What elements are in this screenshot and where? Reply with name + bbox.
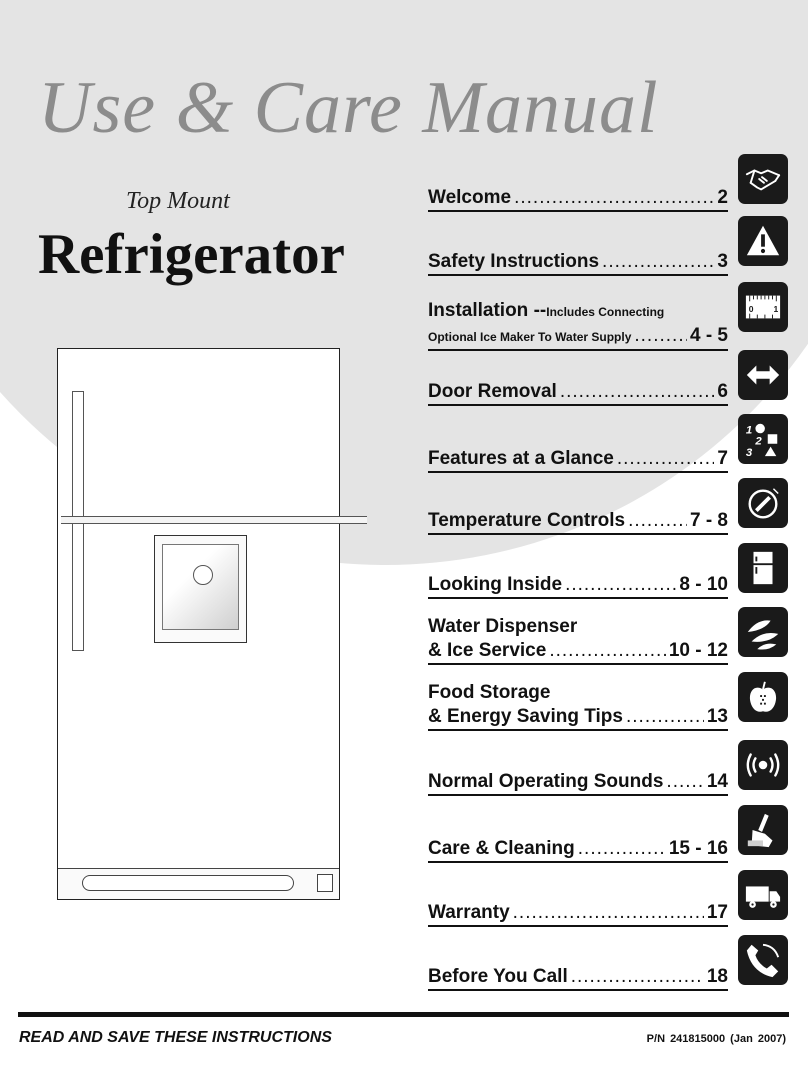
freezer-divider [61,516,367,524]
warning-icon [738,216,788,266]
dot-leader [628,509,687,533]
toc-door-removal[interactable] [428,380,728,406]
toc-title-line2: Optional Ice Maker To Water Supply [428,330,632,344]
toc-page: 7 [717,448,728,469]
dot-leader [571,965,704,989]
handshake-icon [738,154,788,204]
toc-page: 8 - 10 [679,574,728,595]
dot-leader [626,705,704,729]
toc-title: Food Storage [428,682,551,703]
toc-warranty[interactable] [428,901,728,927]
toc-welcome[interactable] [428,186,728,212]
ruler-label-left: 0 [748,303,754,314]
svg-text:1: 1 [745,424,753,437]
dot-leader [513,901,704,925]
dot-leader [549,639,666,663]
toc-title: Looking Inside [428,574,563,595]
toc-page: 15 - 16 [668,838,728,859]
dot-leader [560,380,715,404]
ruler-icon [738,282,788,332]
ice-icon [738,607,788,657]
toc-title: Features at a Glance [428,448,614,469]
product-subtitle: Top Mount [126,188,230,214]
toc-title: Normal Operating Sounds [428,771,664,792]
shapes-icon [738,414,788,464]
phone-icon [738,935,788,985]
toc-title: Before You Call [428,966,568,987]
toc-page: 17 [706,902,728,923]
toc-page: 13 [706,706,728,727]
toc-title: Installation -- [428,300,547,321]
grille-vent [317,874,333,892]
toc-title-line2: & Ice Service [428,640,547,661]
apple-icon [738,672,788,722]
truck-icon [738,870,788,920]
toe-grille [82,875,294,891]
toc-title: Warranty [428,902,510,923]
cleaning-icon [738,805,788,855]
toc-title-note: Includes Connecting [546,305,665,319]
toc-food-storage[interactable] [428,681,728,731]
bottom-rule [18,1012,789,1017]
dispenser-paddle [193,565,213,585]
toc-title: Safety Instructions [428,251,600,272]
dot-leader [578,837,666,861]
svg-text:2: 2 [755,435,762,448]
toc-title: Care & Cleaning [428,838,575,859]
toc-care-cleaning[interactable] [428,837,728,863]
manual-title: Use & Care Manual [38,67,659,149]
toc-page: 10 - 12 [668,640,728,661]
toc-title: Door Removal [428,381,557,402]
svg-text:3: 3 [745,447,753,458]
toe-grille-area [58,868,339,899]
toc-title: Water Dispenser [428,616,578,637]
toc-title: Temperature Controls [428,510,626,531]
dot-leader [602,250,714,274]
toc-page: 6 [717,381,728,402]
dot-leader [634,324,687,348]
sound-icon [738,740,788,790]
part-number: P/N 241815000 (Jan 2007) [646,1033,786,1045]
dot-leader [666,770,703,794]
toc-safety-instructions[interactable] [428,250,728,276]
toc-looking-inside[interactable] [428,573,728,599]
toc-before-you-call[interactable] [428,965,728,991]
toc-page: 7 - 8 [689,510,728,531]
double-arrow-icon [738,350,788,400]
toc-page: 18 [706,966,728,987]
dot-leader [565,573,676,597]
toc-page: 4 - 5 [689,325,728,346]
toc-title-line2: & Energy Saving Tips [428,706,623,727]
toc-page: 3 [717,251,728,272]
fridge-icon [738,543,788,593]
footer-instruction: READ AND SAVE THESE INSTRUCTIONS [19,1029,332,1046]
dispenser-recess [162,544,239,630]
toc-page: 14 [706,771,728,792]
toc-title: Welcome [428,187,512,208]
toc-normal-operating-sounds[interactable] [428,770,728,796]
dot-leader [617,447,715,471]
toc-features-at-a-glance[interactable] [428,447,728,473]
water-dispenser [154,535,247,643]
toc-temperature-controls[interactable] [428,509,728,535]
toc-installation[interactable] [428,299,728,351]
refrigerator-illustration [57,348,340,900]
toc-page: 2 [717,187,728,208]
ruler-label-right: 1 [773,303,779,314]
dot-leader [514,186,714,210]
dial-icon [738,478,788,528]
product-name: Refrigerator [38,223,345,286]
toc-water-dispenser[interactable] [428,615,728,665]
